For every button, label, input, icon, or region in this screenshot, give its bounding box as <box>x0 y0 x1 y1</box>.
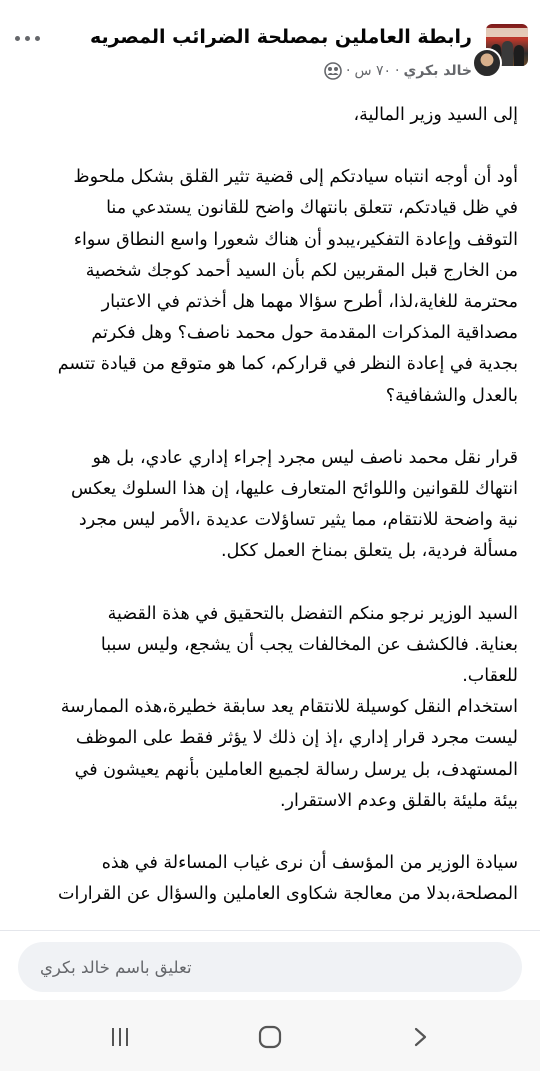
paragraph-gap <box>18 412 518 443</box>
post-text-line: التوقف وإعادة التفكير،يبدو أن هناك شعورا واسع النطاق سواء <box>73 229 518 250</box>
home-button[interactable] <box>240 1020 300 1054</box>
post-text-line: مصداقية المذكرات المقدمة حول محمد ناصف؟ وهل فكرتم <box>91 323 518 344</box>
post-text-line: قرار نقل محمد ناصف ليس مجرد إجراء إداري عادي، بل هو <box>92 447 518 468</box>
meta-separator: · <box>395 63 400 79</box>
more-options-button[interactable] <box>10 28 44 48</box>
group-name[interactable]: رابطة العاملين بمصلحة الضرائب المصريه <box>89 26 472 48</box>
post-text-line: من الخارج قبل المقربين لكم بأن السيد أحمد كوجك شخصية <box>85 260 518 281</box>
post-text-line: استخدام النقل كوسيلة للانتقام يعد سابقة خطيرة،هذه الممارسة <box>60 697 518 718</box>
post-text-line: بالعدل والشفافية؟ <box>385 385 518 406</box>
post-body <box>18 100 518 910</box>
paragraph-gap <box>18 817 518 848</box>
post-text-line: أود أن أوجه انتباه سيادتكم إلى قضية تثير القلق بشكل ملحوظ <box>73 167 518 188</box>
system-nav-bar <box>0 1000 540 1071</box>
post-text-line: المستهدف، بل يرسل رسالة لجميع العاملين بأنهم يعيشون في <box>74 759 518 780</box>
post-text-line: في ظل قيادتكم، تتعلق بانتهاك واضح للقانون يستدعي منا <box>106 198 518 219</box>
more-dots-icon <box>35 36 40 41</box>
back-button[interactable] <box>390 1020 450 1054</box>
comment-bar <box>0 930 540 1001</box>
post-text-line: انتهاك للقوانين واللوائح المتعارف عليها، إن هذا السلوك يعكس <box>70 479 518 500</box>
post-text-line: بيئة مليئة بالقلق وعدم الاستقرار. <box>279 790 518 811</box>
post-text-line: محترمة للغاية،لذا، أطرح سؤالا مهما هل أخذتم في الاعتبار <box>101 292 518 313</box>
author-avatar[interactable] <box>472 48 502 78</box>
paragraph-gap <box>18 568 518 599</box>
paragraph-gap <box>18 131 518 162</box>
more-dots-icon <box>15 36 20 41</box>
home-icon <box>257 1024 283 1050</box>
meta-separator: · <box>345 63 351 79</box>
comment-input[interactable]: تعليق باسم خالد بكري <box>18 942 522 992</box>
post-time[interactable]: ٧٠ س <box>354 63 392 79</box>
post-text-line: نية واضحة للانتقام، مما يثير تساؤلات عديدة ،الأمر ليس مجرد <box>78 510 518 531</box>
recent-apps-icon <box>108 1025 132 1049</box>
group-audience-icon <box>324 62 342 80</box>
post-text-line: إلى السيد وزير المالية، <box>353 105 518 125</box>
post-text-line: للعقاب. <box>462 666 518 687</box>
post-text-line: بعناية. فالكشف عن المخالفات يجب أن يشجع، وليس سببا <box>100 634 518 655</box>
more-dots-icon <box>25 36 30 41</box>
post-text-line: ليست مجرد قرار إداري ،إذ إن ذلك لا يؤثر فقط على الموظف <box>75 728 518 749</box>
post-meta <box>172 62 472 80</box>
recent-apps-button[interactable] <box>90 1020 150 1054</box>
post-text-line: مسألة فردية، بل يتعلق بمناخ العمل ككل. <box>221 541 518 562</box>
post-text-line: بجدية في إعادة النظر في قراركم، كما هو متوقع من قيادة تتسم <box>57 354 518 375</box>
back-icon <box>408 1025 432 1049</box>
post-text-line: سيادة الوزير من المؤسف أن نرى غياب المساءلة في هذه <box>101 853 518 874</box>
author-name[interactable]: خالد بكري <box>403 63 472 79</box>
post-text-line: السيد الوزير نرجو منكم التفضل بالتحقيق في هذة القضية <box>107 603 518 624</box>
post-text-line: المصلحة،بدلا من معالجة شكاوى العاملين والسؤال عن القرارات <box>58 884 518 905</box>
post-header <box>0 0 540 100</box>
